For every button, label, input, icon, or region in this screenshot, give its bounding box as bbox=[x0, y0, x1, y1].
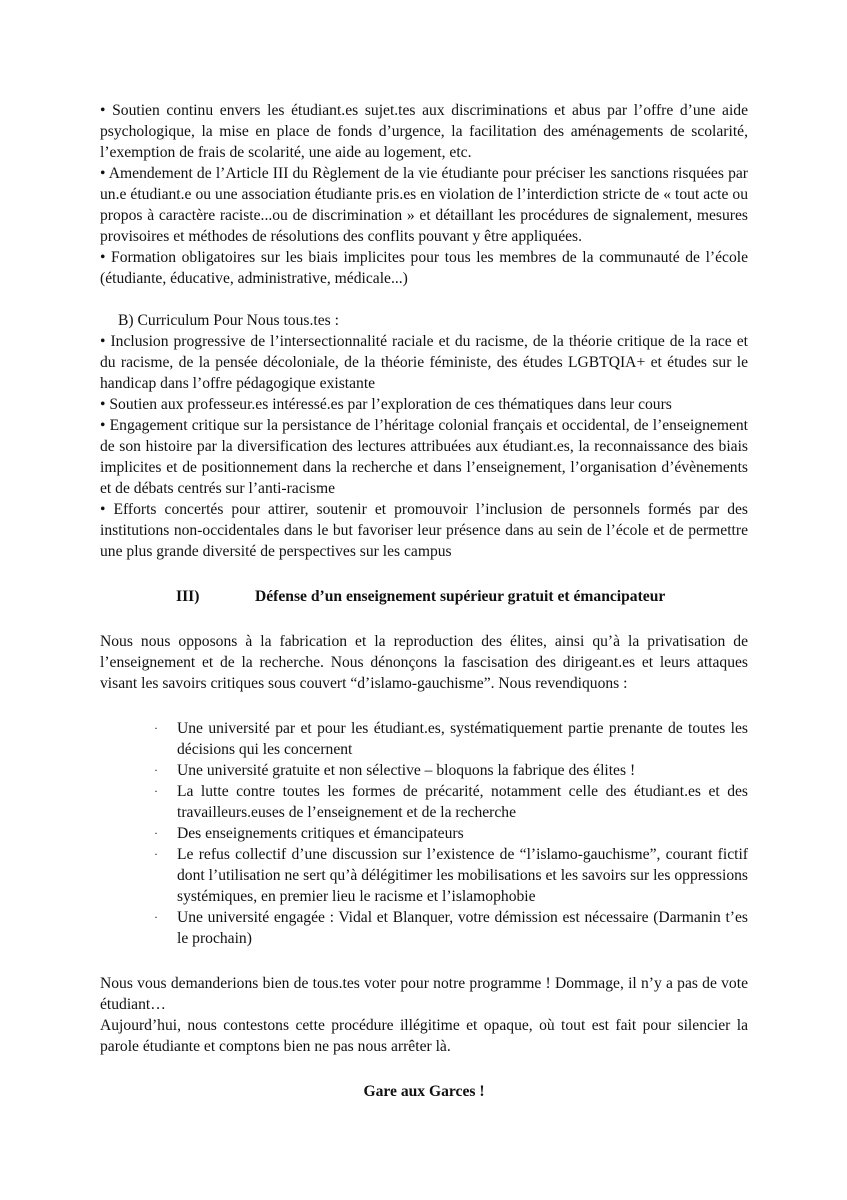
bullet-marker: · bbox=[154, 721, 158, 735]
bullet-training: • Formation obligatoires sur les biais implicites pour tous les membres de la communauté de l’école (étudiante, éducative, administrative, médicale...) bbox=[100, 249, 748, 287]
section-iii-title: Défense d’un enseignement supérieur gratuit et émancipateur bbox=[255, 588, 666, 605]
spacer bbox=[100, 949, 748, 973]
bullet-efforts: • Efforts concertés pour attirer, soutenir et promouvoir l’inclusion de personnels formés par des institutions non-occidentales dans le but favoriser leur présence dans au sein de l’école et de permettre une plus grande diversité de perspectives sur les campus bbox=[100, 501, 748, 560]
spacer bbox=[100, 694, 748, 718]
bullet-support: • Soutien continu envers les étudiant.es sujet.tes aux discriminations et abus par l’offre d’une aide psychologique, la mise en place de fonds d’urgence, la facilitation des aménagements de scolarité, l’exemption de frais de scolarité, une aide au logement, etc. bbox=[100, 102, 748, 161]
bullet-professors: • Soutien aux professeur.es intéressé.es par l’exploration de ces thématiques dans leur cours bbox=[100, 396, 672, 413]
demand-text: Une université gratuite et non sélective – bloquons la fabrique des élites ! bbox=[177, 762, 636, 779]
bullet-marker: · bbox=[154, 847, 158, 861]
section-b-heading: B) Curriculum Pour Nous tous.tes : bbox=[118, 312, 339, 329]
section-iii-number: III) bbox=[176, 588, 200, 605]
list-item bbox=[100, 760, 748, 781]
list-item bbox=[100, 718, 748, 760]
closing-paragraph-2: Aujourd’hui, nous contestons cette procédure illégitime et opaque, où tout est fait pour silencier la parole étudiante et comptons bien ne pas nous arrêter là. bbox=[100, 1017, 748, 1055]
demand-text: Des enseignements critiques et émancipateurs bbox=[177, 825, 464, 842]
demand-text: Une université engagée : Vidal et Blanquer, votre démission est nécessaire (Darmanin t’es le prochain) bbox=[177, 909, 748, 947]
bullet-marker: · bbox=[154, 763, 158, 777]
list-item bbox=[100, 781, 748, 823]
section-iii-heading bbox=[100, 586, 748, 607]
bullet-engagement: • Engagement critique sur la persistance de l’héritage colonial français et occidental, de l’enseignement de son histoire par la diversification des lectures attribuées aux étudiant.es, la reconnaissance des biais implicites et de positionnement dans la recherche et dans l’enseignement, l’organisation d’évènements et de débats centrés sur l’anti-racisme bbox=[100, 417, 748, 497]
closing-paragraph-1: Nous vous demanderions bien de tous.tes voter pour notre programme ! Dommage, il n’y a pas de vote étudiant… bbox=[100, 975, 748, 1013]
demand-text: Le refus collectif d’une discussion sur l’existence de “l’islamo-gauchisme”, courant fictif dont l’utilisation ne sert qu’à délégitimer les mobilisations et les savoirs sur les oppressions systémiques, en premier lieu le racisme et l’islamophobie bbox=[177, 846, 748, 905]
list-item bbox=[100, 907, 748, 949]
list-item bbox=[100, 823, 748, 844]
list-item bbox=[100, 844, 748, 907]
section-b bbox=[100, 310, 748, 562]
document-page bbox=[100, 100, 748, 1102]
demand-text: La lutte contre toutes les formes de précarité, notamment celle des étudiant.es et des travailleurs.euses de l’enseignement et de la recherche bbox=[177, 783, 748, 821]
spacer bbox=[100, 1057, 748, 1081]
spacer bbox=[100, 289, 748, 310]
spacer bbox=[100, 562, 748, 586]
spacer bbox=[100, 607, 748, 631]
bullet-marker: · bbox=[154, 784, 158, 798]
bullet-marker: · bbox=[154, 826, 158, 840]
section-iii-intro: Nous nous opposons à la fabrication et la reproduction des élites, ainsi qu’à la privatisation de l’enseignement et de la recherche. Nous dénonçons la fascisation des dirigeant.es et leurs attaques visant les savoirs critiques sous couvert “d’islamo-gauchisme”. Nous revendiquons : bbox=[100, 633, 748, 692]
bullet-amendment: • Amendement de l’Article III du Règlement de la vie étudiante pour préciser les sanctions risquées par un.e étudiant.e ou une association étudiante pris.es en violation de l’interdiction stricte de « tout acte ou propos à caractère raciste...ou de discrimination » et détaillant les procédures de signalement, mesures provisoires et méthodes de résolutions des conflits pouvant y être appliquées. bbox=[100, 165, 748, 245]
signature: Gare aux Garces ! bbox=[363, 1083, 485, 1100]
bullet-inclusion: • Inclusion progressive de l’intersectionnalité raciale et du racisme, de la théorie critique de la race et du racisme, de la pensée décoloniale, de la théorie féministe, des études LGBTQIA+ et études sur le handicap dans l’offre pédagogique existante bbox=[100, 333, 748, 392]
demands-list bbox=[100, 718, 748, 949]
bullet-marker: · bbox=[154, 910, 158, 924]
section-top bbox=[100, 100, 748, 289]
demand-text: Une université par et pour les étudiant.es, systématiquement partie prenante de toutes les décisions qui les concernent bbox=[177, 720, 748, 758]
